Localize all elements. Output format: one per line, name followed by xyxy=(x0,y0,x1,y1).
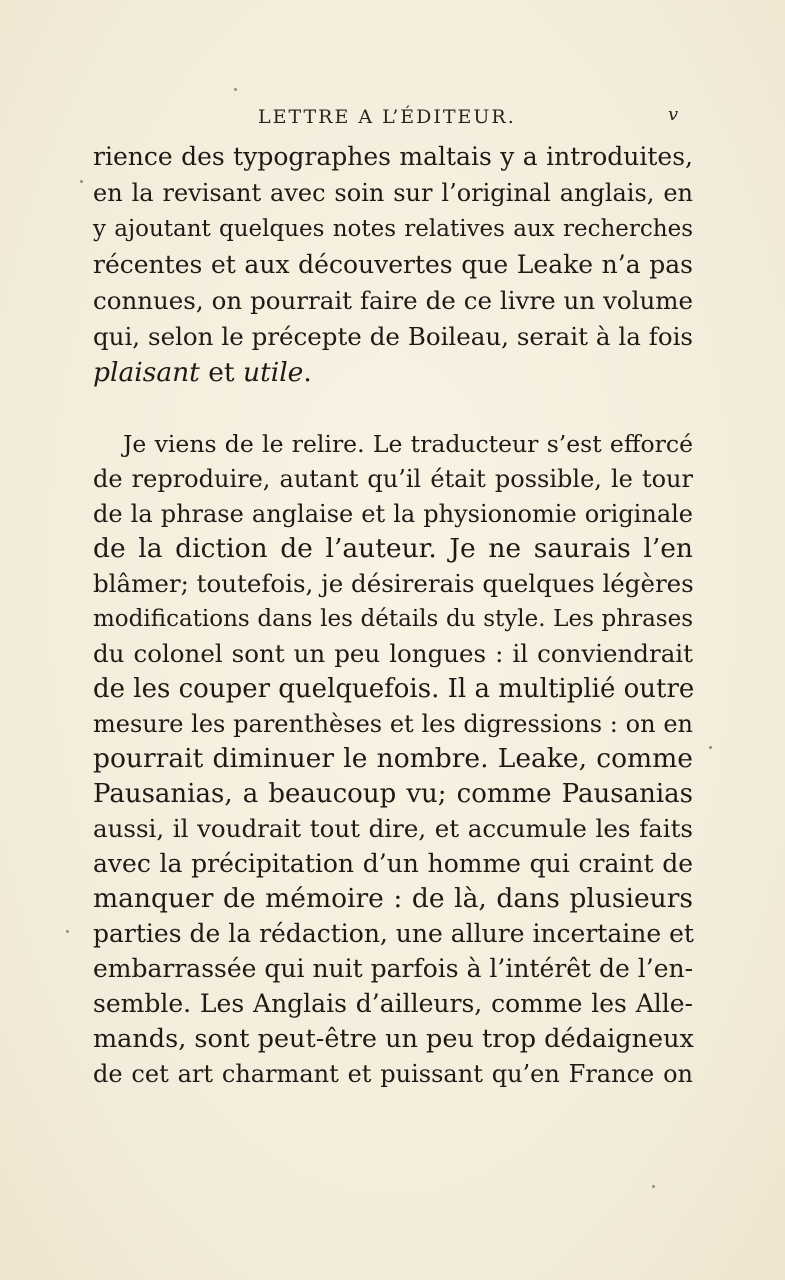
text-line: récentes et aux découvertes que Leake n’a pas xyxy=(93,250,693,279)
text-line: mesure les parenthèses et les digressions : on en xyxy=(93,710,693,738)
text-line: pourrait diminuer le nombre. Leake, comme xyxy=(93,743,693,774)
text-fragment: . xyxy=(303,357,312,388)
text-line: parties de la rédaction, une allure incertaine et xyxy=(93,919,694,948)
text-line: Je viens de le relire. Le traducteur s’est efforcé xyxy=(123,430,693,458)
paper-speck xyxy=(709,746,712,749)
paper-speck xyxy=(80,180,83,183)
italic-word: utile xyxy=(243,357,304,388)
text-line: qui, selon le précepte de Boileau, serait à la fois xyxy=(93,322,693,351)
text-line-last xyxy=(93,355,693,391)
text-line: semble. Les Anglais d’ailleurs, comme les Alle- xyxy=(93,989,693,1018)
italic-word: plaisant xyxy=(93,357,200,388)
running-title: LETTRE A L’ÉDITEUR. xyxy=(258,106,516,128)
text-line: blâmer; toutefois, je désirerais quelques légères xyxy=(93,569,694,598)
text-line: aussi, il voudrait tout dire, et accumule les faits xyxy=(93,814,693,843)
text-line: y ajoutant quelques notes relatives aux recherches xyxy=(93,216,693,242)
text-line: de la phrase anglaise et la physionomie originale xyxy=(93,500,693,528)
text-line: de cet art charmant et puissant qu’en France on xyxy=(93,1060,693,1088)
page-number: v xyxy=(668,104,679,125)
paper-speck xyxy=(66,930,69,933)
text-line: de reproduire, autant qu’il était possible, le tour xyxy=(93,465,693,493)
text-line: de la diction de l’auteur. Je ne saurais l’en xyxy=(93,533,693,564)
text-line: embarrassée qui nuit parfois à l’intérêt de l’en- xyxy=(93,954,694,983)
text-line: connues, on pourrait faire de ce livre un volume xyxy=(93,286,693,315)
text-line: manquer de mémoire : de là, dans plusieurs xyxy=(93,883,693,914)
text-line: rience des typographes maltais y a introduites, xyxy=(93,142,693,171)
text-fragment: et xyxy=(199,357,244,388)
paper-speck xyxy=(652,1185,655,1188)
text-line: avec la précipitation d’un homme qui craint de xyxy=(93,849,693,878)
text-line: modifications dans les détails du style. Les phrases xyxy=(93,606,693,632)
text-line: du colonel sont un peu longues : il conviendrait xyxy=(93,639,693,668)
text-line: Pausanias, a beaucoup vu; comme Pausanias xyxy=(93,779,693,809)
text-line: de les couper quelquefois. Il a multiplié outre xyxy=(93,674,695,704)
text-line: mands, sont peut-être un peu trop dédaigneux xyxy=(93,1024,694,1054)
paper-speck xyxy=(234,88,237,91)
text-line: en la revisant avec soin sur l’original anglais, en xyxy=(93,179,693,207)
